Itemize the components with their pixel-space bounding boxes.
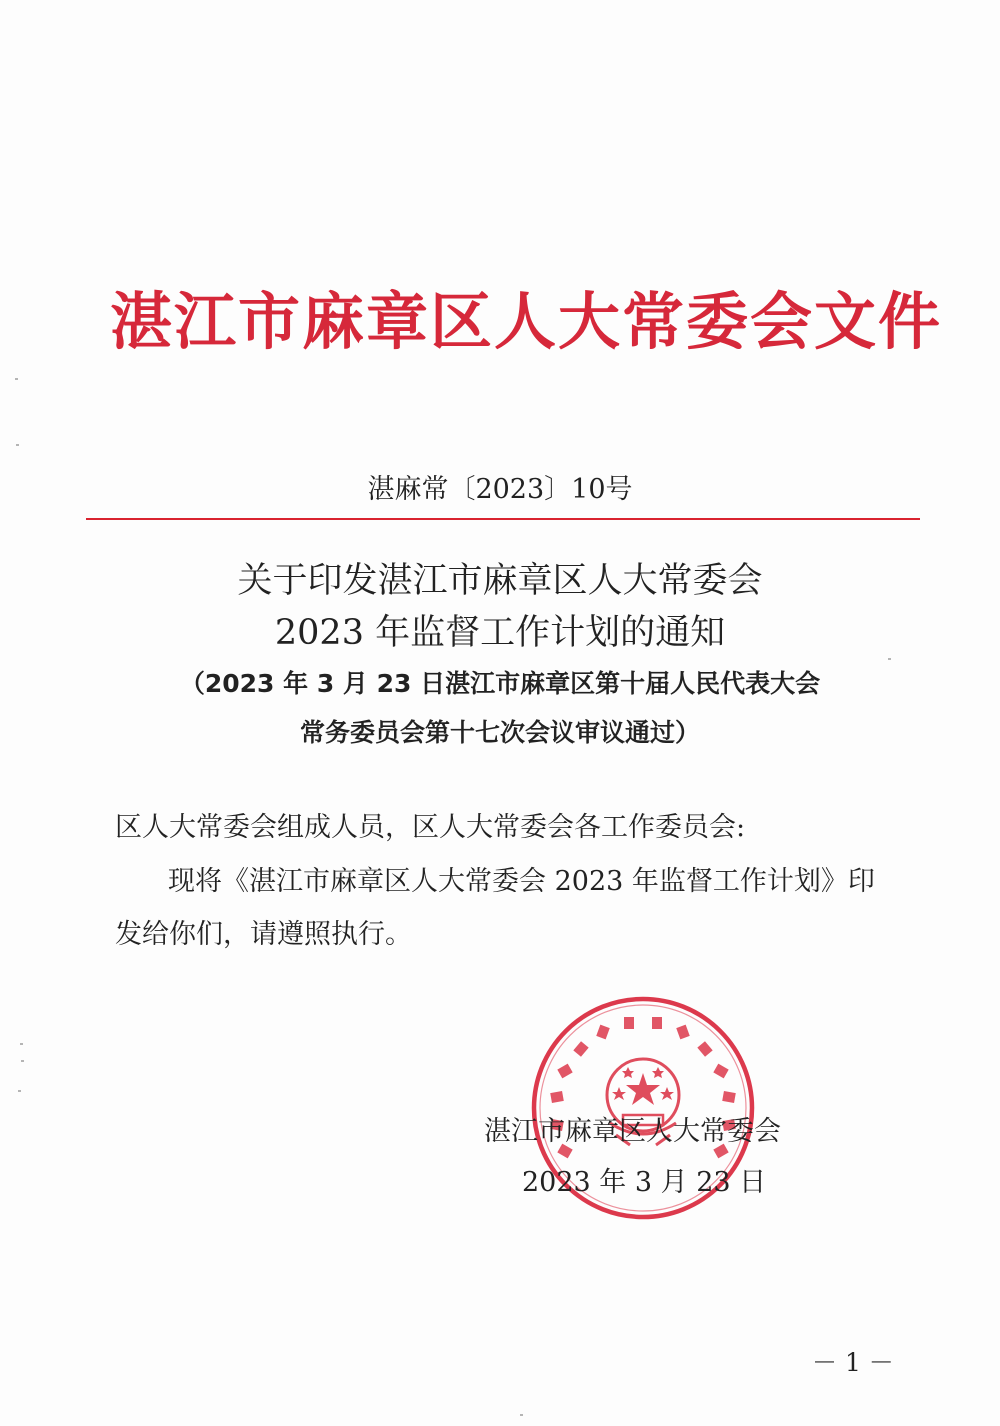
- scan-speck: [888, 658, 891, 660]
- signing-date: 2023 年 3 月 23 日: [522, 1167, 767, 1198]
- notice-subtitle-line-2: 常务委员会第十七次会议审议通过）: [299, 718, 700, 747]
- document-header-title: 湛江市麻章区人大常委会文件: [110, 285, 943, 358]
- scan-speck: [15, 378, 18, 380]
- red-divider-rule: [86, 518, 920, 520]
- page-number: － 1 －: [812, 1348, 894, 1377]
- notice-title-line-2: 2023 年监督工作计划的通知: [274, 613, 726, 653]
- signer-organization: 湛江市麻章区人大常委会: [484, 1116, 781, 1147]
- document-number: 湛麻常〔2023〕10号: [367, 474, 633, 505]
- scan-speck: [21, 1060, 24, 1062]
- body-paragraph-line-2: 发给你们，请遵照执行。: [115, 919, 412, 950]
- scan-speck: [18, 1090, 21, 1092]
- scan-speck: [20, 1043, 23, 1045]
- scan-speck: [16, 444, 19, 446]
- body-paragraph-line-1: 现将《湛江市麻章区人大常委会 2023 年监督工作计划》印: [168, 866, 875, 897]
- notice-subtitle-line-1: （2023 年 3 月 23 日湛江市麻章区第十届人民代表大会: [179, 669, 821, 698]
- salutation: 区人大常委会组成人员，区人大常委会各工作委员会:: [115, 812, 746, 843]
- scan-speck: [520, 1414, 523, 1416]
- notice-title-line-1: 关于印发湛江市麻章区人大常委会: [237, 561, 763, 601]
